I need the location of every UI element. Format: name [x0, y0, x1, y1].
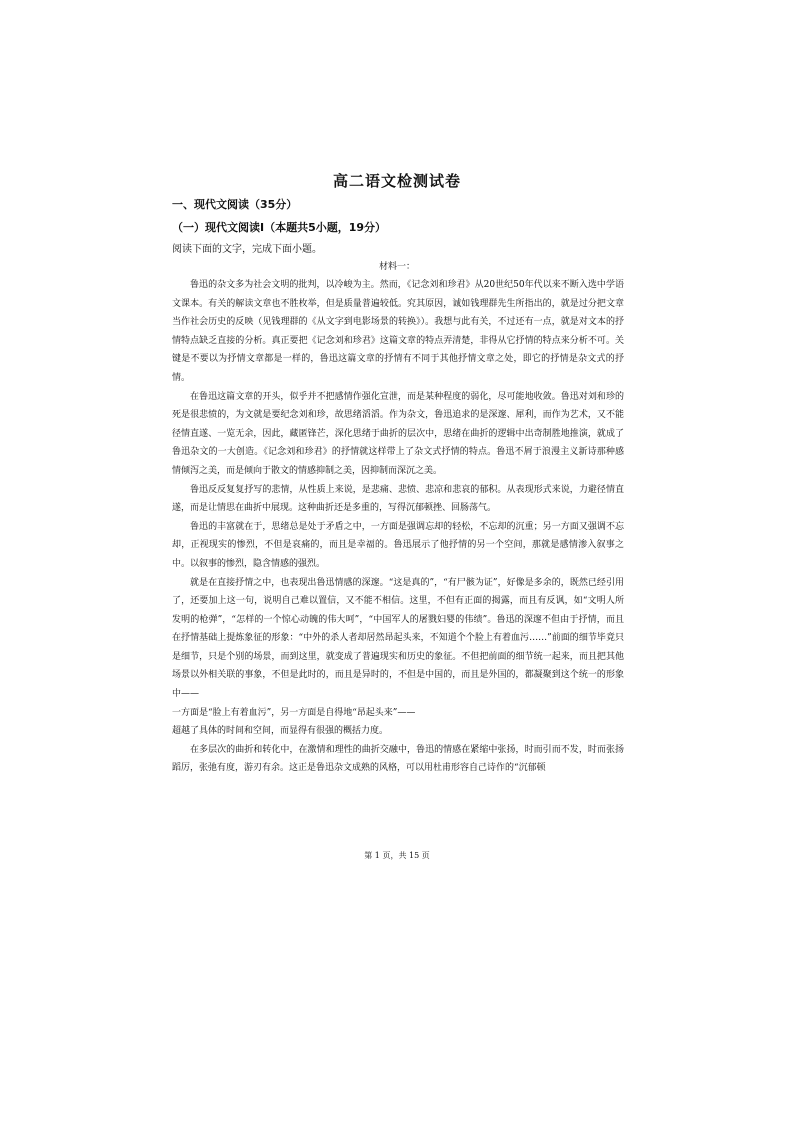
paragraph: 鲁迅的丰富就在于，思绪总是处于矛盾之中，一方面是强调忘却的轻松，不忘却的沉重；另一方面又强调不忘却，正视现实的惨烈，不但是哀痛的，而且是幸福的。鲁迅展示了他抒情的另一个空间，那就是感情渗入叙事之中。以叙事的惨烈，隐含情感的强烈。 — [172, 521, 624, 569]
subsection-heading: （一）现代文阅读Ⅰ（本题共5小题，19分） — [172, 221, 387, 234]
page-number: 第 1 页，共 15 页 — [364, 851, 430, 860]
paragraph: 就是在直接抒情之中，也表现出鲁迅情感的深邃。“这是真的”，“有尸骸为证”，好像是多余的，既然已经引用了，还要加上这一句，说明自己难以置信，又不能不相信。这里，不但有正面的揭露，而且有反讽，如“文明人所发明的枪弹”，“怎样的一个惊心动魄的伟大呵”，“中国军人的屠戮妇婴的伟绩”。鲁迅的深邃不但由于抒情，而且在抒情基础上提炼象征的形象：“中外的杀人者却居然昂起头来，不知道个个脸上有着血污……”前面的细节毕竟只是细节，只是个别的场景，而到这里，就变成了普遍现实和历史的象征。不但把前面的细节统一起来，而且把其他场景以外相关联的事象，不但是此时的，而且是异时的，不但是中国的，而且是外国的，都凝聚到这个统一的形象中—— — [172, 577, 624, 700]
paragraph: 在鲁迅这篇文章的开头，似乎并不把感情作强化宣泄，而是某种程度的弱化，尽可能地收敛。鲁迅对刘和珍的死是很悲愤的，为文就是要纪念刘和珍，故思绪滔滔。作为杂文，鲁迅追求的是深邃、犀利，而作为艺术，又不能径情直遂、一览无余，因此，藏匿锋芒，深化思绪于曲折的层次中，思绪在曲折的逻辑中出奇制胜地推演，就成了鲁迅杂文的一大创造。《记念刘和珍君》的抒情就这样带上了杂文式抒情的特点。鲁迅不屑于浪漫主义新诗那种感情倾泻之美，而是倾向于散文的情感抑制之美，因抑制而深沉之美。 — [172, 391, 624, 476]
instruction-text: 阅读下面的文字，完成下面小题。 — [172, 244, 322, 255]
paragraph: 超越了具体的时间和空间，而显得有很强的概括力度。 — [172, 726, 389, 737]
material-label: 材料一： — [378, 262, 415, 272]
paragraph: 一方面是“脸上有着血污”，另一方面是自得地“昂起头来”—— — [172, 707, 416, 718]
paragraph: 鲁迅反反复复抒写的悲情，从性质上来说，是悲痛、悲愤、悲凉和悲哀的郁积。从表现形式来说，力避径情直遂，而是让情思在曲折中展现。这种曲折还是多重的，写得沉郁顿挫、回肠荡气。 — [172, 484, 624, 514]
paragraph: 在多层次的曲折和转化中，在激情和理性的曲折交融中，鲁迅的情感在紧缩中张扬，时而引而不发，时而张扬蹈厉，张弛有度，游刃有余。这正是鲁迅杂文成熟的风格，可以用杜甫形容自己诗作的“沉郁顿 — [172, 744, 624, 774]
passage-body — [172, 276, 624, 778]
paragraph: 鲁迅的杂文多为社会文明的批判，以冷峻为主。然而，《记念刘和珍君》从20世纪50年代以来不断入选中学语文课本。有关的解读文章也不胜枚举，但是质量普遍较低。究其原因，诚如钱理群先生所指出的，就是过分把文章当作社会历史的反映（见钱理群的《从文字到电影场景的转换》）。我想与此有关，不过还有一点，就是对文本的抒情特点缺乏直接的分析。真正要把《记念刘和珍君》这篇文章的特点弄清楚，非得从它抒情的特点来分析不可。关键是不要以为抒情文章都是一样的，鲁迅这篇文章的抒情有不同于其他抒情文章之处，即它的抒情是杂文式的抒情。 — [172, 280, 624, 383]
page-title: 高二语文检测试卷 — [332, 172, 461, 190]
section-heading: 一、现代文阅读（35分） — [172, 198, 298, 211]
